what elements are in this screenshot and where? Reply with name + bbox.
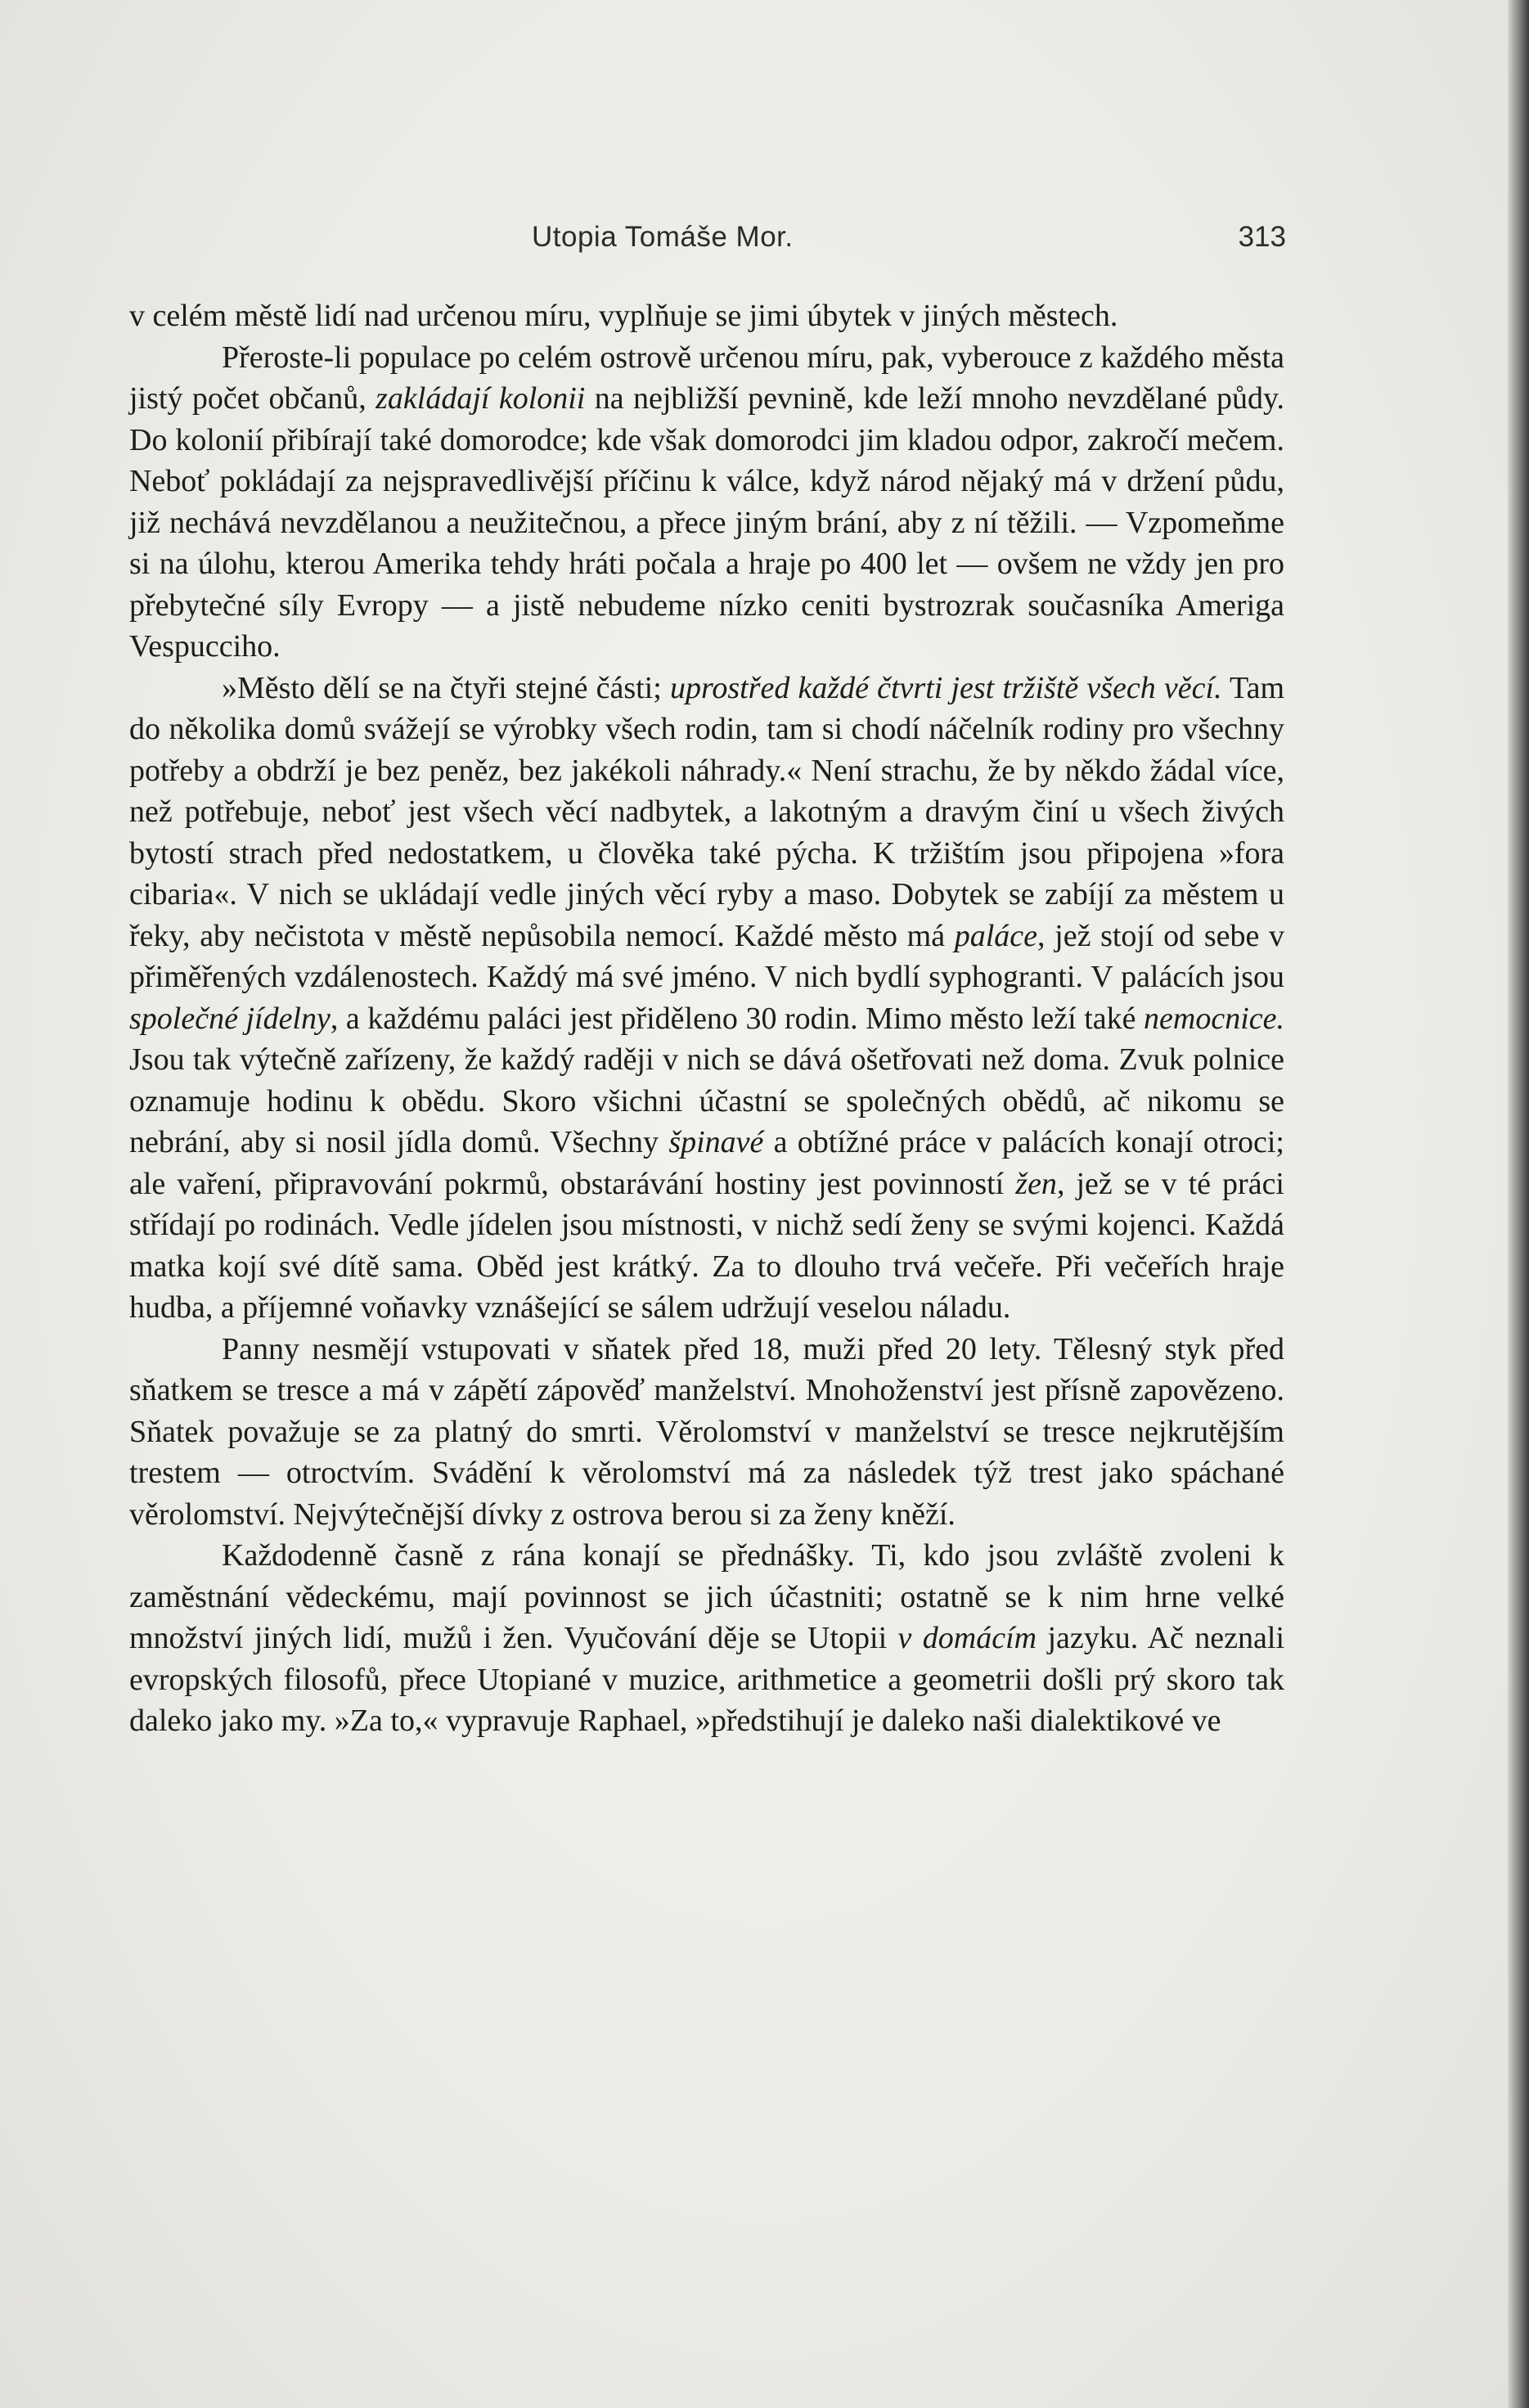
- paragraph: [129, 337, 1284, 668]
- italic-phrase: paláce: [954, 918, 1038, 953]
- text-run: jazyku. Ač neznali evropských filosofů, přece Utopiané v muzice, arithmetice a geometrii došli prý skoro tak daleko jako my. »Za to,« vypravuje Raphael, »předstihují je daleko naši dialektikové ve: [129, 1621, 1285, 1738]
- paragraph: [129, 1329, 1284, 1536]
- text-run: a obtížné práce v palácích konají otroci; ale vaření, připravování pokrmů, obstarávání hostiny jest povinností: [129, 1125, 1284, 1201]
- paragraph: [129, 295, 1284, 337]
- text-run: Přeroste-li populace po celém ostrově určenou míru, pak, vyberouce z každého města jistý počet občanů,: [129, 340, 1284, 416]
- italic-phrase: v domácím: [897, 1621, 1037, 1655]
- text-run: Tam do několika domů svážejí se výrobky všech rodin, tam si chodí náčelník rodiny pro všechny potřeby a obdrží je bez peněz, bez jakékoli náhrady.« Není strachu, že by někdo žádal více, než potřebuje, neboť jest všech věcí nadbytek, a lakotným a dravým činí u všech živých bytostí strach před nedostatkem, u člověka také pýcha. K tržištím jsou připojena »fora cibaria«. V nich se ukládají vedle jiných věcí ryby a maso. Dobytek se zabíjí za městem u řeky, aby nečistota v městě nepůsobila nemocí. Každé město má: [129, 670, 1285, 953]
- page-number: 313: [1238, 221, 1286, 253]
- running-header: [124, 221, 1286, 257]
- text-run: »Město dělí se na čtyři stejné části;: [222, 670, 670, 705]
- text-run: , jež stojí od sebe v přiměřených vzdálenostech. Každý má své jméno. V nich bydlí syphogranti. V palácích jsou: [129, 918, 1284, 994]
- text-run: Panny nesmějí vstupovati v sňatek před 18, muži před 20 lety. Tělesný styk před sňatkem se tresce a má v zápětí zápověď manželství. Mnohoženství jest přísně zapovězeno. Sňatek považuje se za platný do smrti. Věrolomství v manželství se tresce nejkrutějším trestem — otroctvím. Svádění k věrolomství má za následek týž trest jako spáchané věrolomství. Nejvýtečnější dívky z ostrova berou si za ženy kněží.: [129, 1331, 1284, 1532]
- italic-phrase: špinavé: [668, 1125, 764, 1159]
- italic-phrase: žen: [1015, 1166, 1057, 1201]
- italic-phrase: společné jídelny: [129, 1001, 331, 1036]
- text-run: , a každému paláci jest přiděleno 30 rodin. Mimo město leží také: [330, 1001, 1145, 1036]
- paragraph: [129, 668, 1284, 1329]
- body-text: [129, 295, 1284, 1742]
- running-title: Utopia Tomáše Mor.: [532, 221, 794, 253]
- text-run: Jsou tak výtečně zařízeny, že každý raději v nich se dává ošetřovati než doma. Zvuk polnice oznamuje hodinu k obědu. Skoro všichni účastní se společných obědů, ač nikomu se nebrání, aby si nosil jídla domů. Všechny: [129, 1042, 1284, 1159]
- italic-phrase: zakládají kolonii: [376, 381, 586, 416]
- text-run: , jež se v té práci střídají po rodinách. Vedle jídelen jsou místnosti, v nichž sedí ženy se svými kojenci. Každá matka kojí své dítě sama. Oběd jest krátký. Za to dlouho trvá večeře. Při večeřích hraje hudba, a příjemné voňavky vznášející se sálem udržují veselou náladu.: [129, 1166, 1284, 1325]
- paragraph: [129, 1535, 1284, 1742]
- text-run: v celém městě lidí nad určenou míru, vyplňuje se jimi úbytek v jiných městech.: [129, 299, 1118, 333]
- text-run: na nejbližší pevnině, kde leží mnoho nevzdělané půdy. Do kolonií přibírají také domorodce; kde však domorodci jim kladou odpor, zakročí mečem. Neboť pokládají za nejspravedlivější příčinu k válce, když národ nějaký má v držení půdu, již nechává nevzdělanou a neužitečnou, a přece jiným brání, aby z ní těžili. — Vzpomeňme si na úlohu, kterou Amerika tehdy hráti počala a hraje po 400 let — ovšem ne vždy jen pro přebytečné síly Evropy — a jistě nebudeme nízko ceniti bystrozrak současníka Ameriga Vespucciho.: [129, 381, 1284, 664]
- text-run: Každodenně časně z rána konají se přednášky. Ti, kdo jsou zvláště zvoleni k zaměstnání vědeckému, mají povinnost se jich účastniti; ostatně se k nim hrne velké množství jiných lidí, mužů i žen. Vyučování děje se Utopii: [129, 1538, 1284, 1655]
- italic-phrase: nemocnice.: [1144, 1001, 1285, 1036]
- page-edge-shadow: [1508, 0, 1529, 2408]
- italic-phrase: uprostřed každé čtvrti jest tržiště všech věcí.: [669, 670, 1222, 705]
